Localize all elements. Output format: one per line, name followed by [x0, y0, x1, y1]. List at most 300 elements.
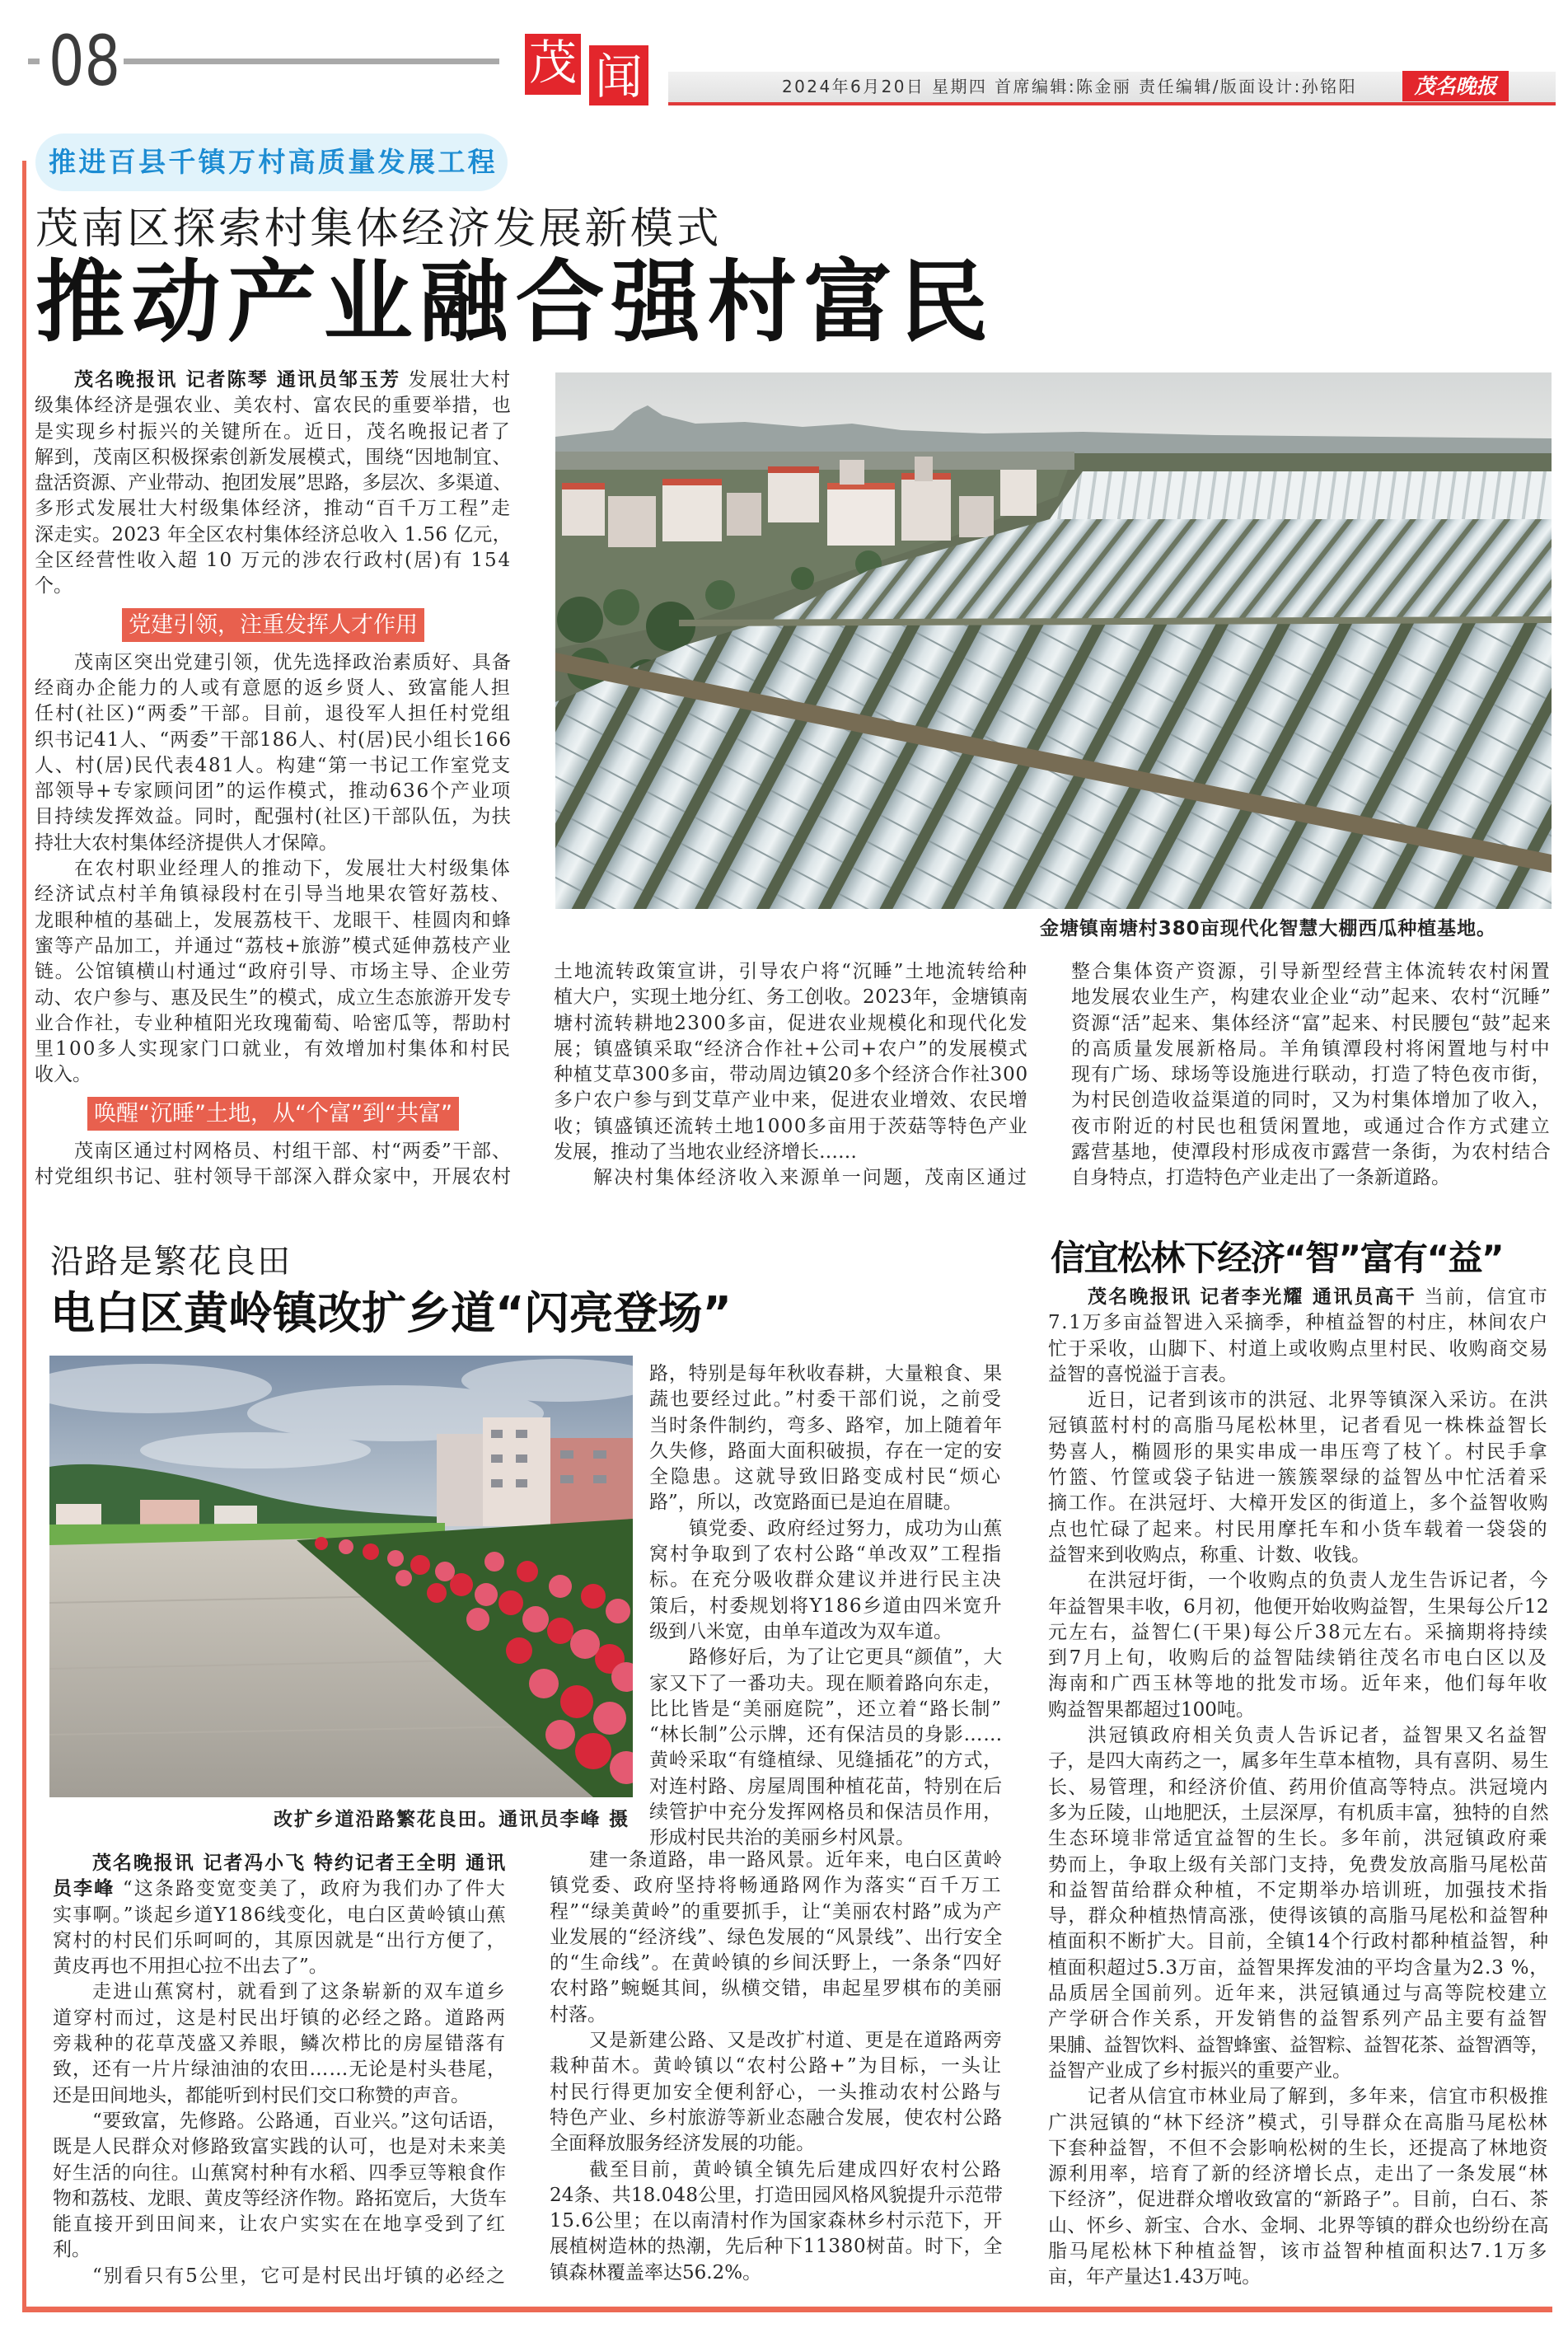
- line-text: 海南和广西玉林等地的批发市场。近年来，他们每年收: [1048, 1673, 1549, 1695]
- text-line: [1048, 1801, 1549, 1826]
- village-road-photo: [49, 1356, 633, 1797]
- article-1-headline: [35, 251, 995, 354]
- line-text: 果脯、益智饮料、益智蜂蜜、益智粽、益智花茶、益智酒等，: [1048, 2034, 1550, 2056]
- line-text: 镇党委、政府坚持将畅通路网作为落实“百千万工: [550, 1875, 1003, 1897]
- line-text: 当时条件制约，弯多、路窄，加上随着年: [649, 1414, 1003, 1436]
- text-line: [35, 650, 512, 676]
- line-text: 产学研合作关系，开发销售的益智系列产品主要有益智: [1048, 2008, 1549, 2031]
- text-line: [550, 2054, 1003, 2079]
- line-text: 收；镇盛镇还流转土地1000多亩用于茨菇等特色产业: [554, 1115, 1028, 1137]
- line-text: 土地流转政策宣讲，引导农户将“沉睡”土地流转给种: [554, 961, 1028, 982]
- text-line: [53, 2006, 507, 2031]
- text-line: [1048, 2007, 1549, 2032]
- text-line: [53, 2083, 507, 2109]
- line-text: 竹篮、竹筐或袋子钻进一簇簇翠绿的益智丛中忙活着采: [1048, 1467, 1549, 1489]
- text-line: [1048, 2136, 1549, 2162]
- line-text: 窝村的村民们乐呵呵的，其原因就是“出行方便了，: [53, 1929, 507, 1951]
- line-text: 形成村民共治的美丽乡村风景。: [649, 1827, 915, 1849]
- line-text: 整合集体资产资源，引导新型经营主体流转农村闲置: [1071, 961, 1552, 982]
- text-line: [35, 701, 512, 727]
- line-text: 个。: [35, 575, 73, 597]
- text-line: [35, 368, 512, 393]
- byline: 茂名晚报讯 记者冯小飞 特约记者王全明 通讯: [92, 1853, 507, 1874]
- line-text: 摘工作。在洪冠圩、大樟开发区的街道上，多个益智收购: [1048, 1492, 1549, 1515]
- line-text: 全区经营性收入超 10 万元的涉农行政村(居)有 154: [35, 550, 512, 572]
- page-number-text: 08: [49, 21, 120, 101]
- article-3-column: [1048, 1285, 1549, 2291]
- line-text: 目持续发挥效益。同时，配强村(社区)干部队伍，为扶: [35, 806, 512, 828]
- text-line: [35, 522, 512, 548]
- line-text: 村民行得更加安全便利舒心，一头推动农村公路与: [550, 2081, 1003, 2103]
- text-line: [1048, 1749, 1549, 1774]
- text-line: [53, 1851, 507, 1876]
- page-number-dash: [28, 59, 40, 64]
- line-text: 全面释放服务经济发展的功能。: [550, 2133, 815, 2155]
- text-line: [1048, 1956, 1549, 1981]
- text-line: [53, 2212, 507, 2237]
- line-text: 解到，茂南区积极探索创新发展模式，围绕“因地制宜、: [35, 446, 512, 468]
- line-text: 夜市附近的村民也租赁闲置地，或通过合作方式建立: [1071, 1115, 1552, 1137]
- line-text: 元左右，益智仁(干果)每公斤38元左右。采摘期将持续: [1048, 1621, 1549, 1643]
- text-line: [649, 1671, 1003, 1697]
- text-line: [550, 1976, 1003, 2002]
- line-text: 下套种益智，不但不会影响松树的生长，还提高了林地资: [1048, 2137, 1549, 2159]
- text-line: [35, 779, 512, 804]
- byline: 员李峰: [53, 1878, 115, 1900]
- text-line: [35, 934, 512, 959]
- line-text: 近日，记者到该市的洪冠、北界等镇深入采访。在洪: [1088, 1389, 1549, 1412]
- text-line: [1048, 1826, 1549, 1852]
- text-line: [550, 2209, 1003, 2234]
- line-text: 致，还有一片片绿油油的农田……无论是村头巷尾，: [53, 2059, 507, 2081]
- greenhouse-aerial-image: [555, 372, 1552, 909]
- line-text: 黄岭采取“有缝植绿、见缝插花”的方式，: [649, 1750, 1003, 1772]
- caption-text: 改扩乡道沿路繁花良田。通讯员李峰 摄: [274, 1809, 630, 1830]
- text-line: [1071, 985, 1552, 1010]
- text-line: [649, 1490, 1003, 1515]
- text-line: [1048, 1440, 1549, 1465]
- dateline-bar: [668, 72, 1556, 105]
- text-line: [53, 2031, 507, 2057]
- line-text: 势喜人，椭圆形的果实串成一串压弯了枝丫。村民手拿: [1048, 1440, 1549, 1463]
- line-text: 路修好后，为了让它更具“颜值”，大: [689, 1646, 1003, 1669]
- text-line: [1048, 1362, 1549, 1388]
- line-content: [74, 368, 512, 393]
- text-line: [649, 1567, 1003, 1593]
- text-line: [35, 1037, 512, 1062]
- line-text: 点也忙碌了起来。村民用摩托车和小货车载着一袋袋的: [1048, 1518, 1549, 1540]
- line-text: 塘村流转耕地2300多亩，促进农业规模化和现代化发: [554, 1012, 1028, 1034]
- text-line: [1048, 2239, 1549, 2265]
- page-number: [49, 21, 120, 101]
- far-greenhouses: [1050, 471, 1552, 519]
- header-rule: [124, 59, 499, 64]
- section-char: 闻: [594, 49, 643, 105]
- line-text: 截至目前，黄岭镇全镇先后建成四好农村公路: [589, 2158, 1003, 2180]
- line-text: 发展，推动了当地农业经济增长……: [554, 1141, 857, 1164]
- text-line: [1048, 1929, 1549, 1955]
- flower-lined-road-image: [49, 1356, 633, 1797]
- text-line: [1071, 1140, 1552, 1165]
- text-line: [550, 2106, 1003, 2131]
- line-text: 人、村(居)民代表481人。构建“第一书记工作室党支: [35, 754, 512, 776]
- text-line: [1048, 1491, 1549, 1516]
- subheading-row: [35, 600, 512, 650]
- line-text: 收入。: [35, 1064, 91, 1086]
- line-text: 展；镇盛镇采取“经济合作社+公司+农户”的发展模式: [554, 1038, 1028, 1060]
- line-text: 标。在充分吸收群众建议并进行民主决: [649, 1569, 1003, 1591]
- headline-text: 电白区黄岭镇改扩乡道“闪亮登场”: [50, 1287, 732, 1339]
- byline: 茂名晚报讯 记者陈琴 通讯员邹玉芳: [74, 369, 401, 391]
- subheading: 唤醒“沉睡”土地，从“个富”到“共富”: [87, 1097, 459, 1131]
- line-text: 现有广场、球场等设施进行联动，打造了特色夜市街，: [1071, 1064, 1552, 1086]
- text-line: [35, 986, 512, 1011]
- line-text: 路，特别是每年秋收春耕，大量粮食、果: [649, 1363, 1003, 1384]
- line-text: 的高质量发展新格局。羊角镇潭段村将闲置地与村中: [1071, 1038, 1552, 1060]
- headline-text: 信宜松林下经济“智”富有“益”: [1051, 1238, 1503, 1278]
- line-text: 久失修，路面大面积破损，存在一定的安: [649, 1440, 1003, 1462]
- line-text: 的“生命线”。在黄岭镇的乡间沃野上，一条条“四好: [550, 1952, 1003, 1974]
- text-line: [53, 1903, 507, 1928]
- line-text: 和益智苗给群众种植，不定期举办培训班，加强技术指: [1048, 1879, 1549, 1901]
- text-line: [550, 2028, 1003, 2054]
- article-2-subtitle: [50, 1243, 292, 1281]
- subheading: 党建引领，注重发挥人才作用: [122, 608, 424, 642]
- line-text: 当前，信宜市: [1416, 1286, 1550, 1308]
- line-text: 多形式发展壮大村级集体经济，推动“百千万工程”走: [35, 498, 512, 520]
- line-text: “要致富，先修路。公路通，百业兴。”这句话语，: [92, 2110, 507, 2132]
- line-text: 对连村路、房屋周围种植花苗，特别在后: [649, 1775, 1003, 1797]
- line-text: 7.1万多亩益智进入采摘季，种植益智的村庄，林间农户: [1048, 1312, 1549, 1334]
- text-line: [550, 2183, 1003, 2209]
- logo-lettering: 茂名晚报: [1414, 74, 1497, 98]
- text-line: [1048, 1698, 1549, 1723]
- section-name-box-1: [525, 34, 581, 95]
- line-text: 洪冠镇政府相关负责人告诉记者，益智果又名益智: [1088, 1725, 1549, 1747]
- line-text: 走进山蕉窝村，就看到了这条崭新的双车道乡: [92, 1981, 507, 2003]
- text-line: [649, 1619, 1003, 1645]
- text-line: [35, 574, 512, 599]
- line-text: 道穿村而过，这是村民出圩镇的必经之路。道路两: [53, 2007, 507, 2029]
- text-line: [35, 496, 512, 522]
- line-text: 子，是四大南药之一，属多年生草本植物，具有喜阴、易生: [1048, 1750, 1549, 1773]
- line-text: 资源“活”起来、集体经济“富”起来、村民腰包“鼓”起来: [1071, 1012, 1552, 1034]
- text-line: [1071, 959, 1552, 985]
- text-line: [1048, 1465, 1549, 1491]
- text-line: [53, 2161, 507, 2186]
- text-line: [554, 1037, 1028, 1062]
- line-text: 任村(社区)“两委”干部。目前，退役军人担任村党组: [35, 703, 512, 725]
- line-text: 源利用率，培育了新的经济增长点，走出了一条发展“林: [1048, 2163, 1549, 2185]
- line-text: 建一条道路，串一路风景。近年来，电白区黄岭: [589, 1849, 1003, 1871]
- text-line: [53, 2186, 507, 2212]
- text-line: [550, 2002, 1003, 2028]
- text-line: [1048, 1853, 1549, 1878]
- headline-text: 推动产业融合强村富民: [35, 251, 995, 354]
- article-3-headline: [1051, 1238, 1503, 1279]
- article-1-column-3: [1071, 959, 1552, 1192]
- text-line: [53, 2109, 507, 2134]
- text-line: [53, 1928, 507, 1954]
- text-line: [1048, 1981, 1549, 2007]
- text-line: [35, 1011, 512, 1037]
- line-text: 镇森林覆盖率达56.2%。: [550, 2261, 762, 2284]
- line-text: 动、农户参与、惠及民生”的模式，成立生态旅游开发专: [35, 986, 512, 1009]
- section-name-box-2: [589, 45, 648, 105]
- line-text: 种植艾草300多亩，带动周边镇20多个经济合作社300: [554, 1064, 1028, 1086]
- text-line: [1048, 2084, 1549, 2110]
- line-text: 镇党委、政府经过努力，成功为山蕉: [689, 1517, 1003, 1539]
- line-text: 年益智果丰收，6月初，他便开始收购益智，生果每公斤12: [1048, 1595, 1549, 1618]
- text-line: [550, 1951, 1003, 1976]
- bottom-frame-rule: [22, 2307, 1552, 2312]
- line-text: 级集体经济是强农业、美农村、富农民的重要举措，也: [35, 395, 512, 417]
- text-line: [649, 1774, 1003, 1800]
- text-line: [1048, 2213, 1549, 2239]
- line-text: 展植树造林的热潮，先后种下11380树苗。时下，全: [550, 2236, 1003, 2258]
- text-line: [550, 1925, 1003, 1951]
- text-line: [554, 985, 1028, 1010]
- text-line: [1048, 1620, 1549, 1646]
- caption-text: 金塘镇南塘村380亩现代化智慧大棚西瓜种植基地。: [1040, 918, 1496, 939]
- line-text: 势而上，争取上级有关部门支持，免费发放高脂马尾松苗: [1048, 1853, 1549, 1876]
- dateline-text: 2024年6月20日 星期四 首席编辑:陈金丽 责任编辑/版面设计:孙铭阳: [782, 77, 1357, 96]
- line-text: 业合作社，专业种植阳光玫瑰葡萄、哈密瓜等，帮助村: [35, 1012, 512, 1034]
- text-line: [1071, 1088, 1552, 1113]
- text-line: [1048, 1543, 1549, 1568]
- text-line: [550, 1873, 1003, 1899]
- line-text: 经济试点村羊角镇禄段村在引导当地果农管好荔枝、: [35, 883, 512, 906]
- dateline: [782, 72, 1357, 102]
- text-line: [35, 548, 512, 574]
- line-text: 业发展的“经济线”、绿色发展的“风景线”、出行安全: [550, 1926, 1003, 1948]
- line-text: 路”，所以，改宽路面已是迫在眉睫。: [649, 1492, 962, 1514]
- line-text: 经商办企能力的人或有意愿的返乡贤人、致富能人担: [35, 677, 512, 699]
- line-text: 导，群众种植热情高涨，使得该镇的高脂马尾松和益智种: [1048, 1905, 1549, 1928]
- line-text: 旁栽种的花草茂盛又养眼，鳞次栉比的房屋错落有: [53, 2033, 507, 2055]
- line-text: “这条路变宽变美了，政府为我们办了件大: [115, 1878, 508, 1900]
- text-line: [649, 1464, 1003, 1490]
- line-text: 盘活资源、产业带动、抱团发展”思路，多层次、多渠道、: [35, 472, 512, 494]
- text-line: [550, 2234, 1003, 2260]
- line-content: [92, 1851, 507, 1876]
- article-2-column-2-upper: [649, 1361, 1003, 1852]
- text-line: [35, 676, 512, 701]
- line-text: 比比皆是“美丽庭院”，还立着“路长制”: [649, 1698, 1003, 1720]
- article-2-column-1: [53, 1851, 507, 2289]
- line-content: [53, 1876, 507, 1902]
- section-banner-text: [49, 133, 498, 191]
- text-line: [35, 856, 512, 882]
- article-2-column-2-lower: [550, 1848, 1003, 2286]
- line-text: 还是田间地头，都能听到村民们交口称赞的声音。: [53, 2084, 470, 2106]
- line-text: 家又下了一番功夫。现在顺着路向东走，: [649, 1672, 1003, 1694]
- text-line: [1048, 2265, 1549, 2290]
- line-text: 长、易管理，和经济价值、药用价值高等特点。洪冠境内: [1048, 1776, 1549, 1798]
- text-line: [1048, 2162, 1549, 2187]
- line-text: 益智产业成了乡村振兴的重要产业。: [1048, 2059, 1351, 2082]
- line-text: 亩，年产量达1.43万吨。: [1048, 2266, 1261, 2288]
- text-line: [649, 1645, 1003, 1670]
- text-line: [554, 959, 1028, 985]
- greenhouse-photo: [555, 372, 1552, 909]
- article-1-subtitle: [35, 206, 722, 252]
- text-line: [35, 804, 512, 830]
- byline: 茂名晚报讯 记者李光耀 通讯员高干: [1088, 1286, 1417, 1308]
- line-text: 植大户，实现土地分红、务工创收。2023年，金塘镇南: [554, 986, 1028, 1009]
- text-line: [35, 831, 512, 856]
- line-text: 织书记41人、“两委”干部186人、村(居)民小组长166: [35, 728, 512, 751]
- line-text: 特色产业、乡村旅游等新业态融合发展，使农村公路: [550, 2106, 1003, 2129]
- text-line: [554, 1165, 1028, 1191]
- line-text: 发展壮大村: [400, 369, 513, 391]
- line-text: 益智来到收购点，称重、计数、收钱。: [1048, 1543, 1370, 1566]
- line-text: 品质居全国前列。近年来，洪冠镇通过与高等院校建立: [1048, 1983, 1549, 2005]
- text-line: [35, 1139, 512, 1164]
- text-line: [550, 1899, 1003, 1925]
- text-line: [1048, 1595, 1549, 1620]
- article-2-headline: [50, 1288, 732, 1339]
- line-text: 好生活的向往。山蕉窝村种有水稻、四季豆等粮食作: [53, 2162, 507, 2184]
- text-line: [35, 445, 512, 471]
- line-text: 解决村集体经济收入来源单一问题，茂南区通过: [593, 1167, 1028, 1189]
- line-text: 在农村职业经理人的推动下，发展壮大村级集体: [74, 858, 512, 880]
- text-line: [1048, 1337, 1549, 1362]
- text-line: [550, 2157, 1003, 2183]
- text-line: [554, 1088, 1028, 1113]
- line-text: 植面积不断扩大。目前，全镇14个行政村都种植益智，种: [1048, 1931, 1549, 1953]
- line-text: 既是人民群众对修路致富实践的认可，也是对未来美: [53, 2136, 507, 2158]
- photo-caption: [274, 1808, 630, 1831]
- text-line: [53, 2237, 507, 2263]
- line-content: [1088, 1285, 1549, 1310]
- line-text: 又是新建公路、又是改扩村道、更是在道路两旁: [589, 2030, 1003, 2052]
- text-line: [649, 1748, 1003, 1773]
- text-line: [35, 882, 512, 907]
- line-text: 物和荔枝、龙眼、黄皮等经济作物。路拓宽后，大货车: [53, 2187, 508, 2209]
- text-line: [53, 1954, 507, 1979]
- text-line: [649, 1361, 1003, 1387]
- article-1-column-1: [35, 368, 512, 1190]
- text-line: [1071, 1062, 1552, 1088]
- line-text: 链。公馆镇横山村通过“政府引导、市场主导、企业劳: [35, 961, 512, 983]
- text-line: [1071, 1165, 1552, 1191]
- line-text: 露营基地，使潭段村形成夜市露营一条街，为农村结合: [1071, 1141, 1552, 1164]
- line-text: 生态环境非常适宜益智的生长。多年前，洪冠镇政府乘: [1048, 1828, 1549, 1850]
- text-line: [35, 728, 512, 753]
- line-text: 持壮大农村集体经济提供人才保障。: [35, 831, 338, 854]
- section-banner: [35, 133, 508, 191]
- text-line: [1048, 2187, 1549, 2213]
- line-text: 为村民创造收益渠道的同时，又为村集体增加了收入，: [1071, 1089, 1552, 1112]
- line-text: 续管护中充分发挥网格员和保洁员作用，: [649, 1801, 1003, 1824]
- text-line: [1048, 1904, 1549, 1929]
- line-text: 程”“绿美黄岭”的重要抓手，让“美丽农村路”成为产: [550, 1900, 1003, 1923]
- line-text: 茂南区通过村网格员、村组干部、村“两委”干部、: [74, 1140, 512, 1162]
- text-line: [1048, 1646, 1549, 1671]
- text-line: [53, 2134, 507, 2160]
- line-text: 村落。: [550, 2003, 606, 2026]
- text-line: [649, 1387, 1003, 1412]
- section-char: 茂: [528, 35, 577, 91]
- line-text: 自身特点，打造特色产业走出了一条新道路。: [1071, 1167, 1450, 1189]
- text-line: [1048, 2033, 1549, 2059]
- left-frame-rule: [22, 161, 26, 2312]
- line-text: 黄皮再也不用担心拉不出去了”。: [53, 1956, 328, 1978]
- line-text: 15.6公里；在以南清村作为国家森林乡村示范下，开: [550, 2210, 1003, 2232]
- text-line: [554, 1062, 1028, 1088]
- text-line: [1048, 1878, 1549, 1904]
- line-text: 多户农户参与到艾草产业中来，促进农业增效、农民增: [554, 1089, 1028, 1112]
- line-text: 实事啊。”谈起乡道Y186线变化，电白区黄岭镇山蕉: [53, 1904, 507, 1926]
- text-line: [1048, 1775, 1549, 1801]
- text-line: [649, 1413, 1003, 1439]
- subheading-row: [35, 1089, 512, 1139]
- article-1-column-2: [554, 959, 1028, 1192]
- text-line: [35, 419, 512, 445]
- text-line: [1071, 1114, 1552, 1140]
- text-line: [550, 2260, 1003, 2286]
- text-line: [1048, 1671, 1549, 1697]
- line-text: 广洪冠镇的“林下经济”模式，引导群众在高脂马尾松林: [1048, 2111, 1549, 2134]
- text-line: [649, 1722, 1003, 1748]
- line-text: 记者从信宜市林业局了解到，多年来，信宜市积极推: [1088, 2086, 1549, 2108]
- line-text: 龙眼种植的基础上，发展荔枝干、龙眼干、桂圆肉和蜂: [35, 909, 512, 931]
- text-line: [554, 1140, 1028, 1165]
- line-text: 脂马尾松林下种植益智，该市益智种植面积达7.1万多: [1048, 2240, 1549, 2262]
- subtitle-text: 沿路是繁花良田: [50, 1243, 292, 1281]
- line-text: 茂南区突出党建引领，优先选择政治素质好、具备: [74, 651, 512, 673]
- text-line: [35, 471, 512, 496]
- line-text: 能直接开到田间来，让农户实实在在地享受到了红: [53, 2213, 507, 2236]
- line-text: 里100多人实现家门口就业，有效增加村集体和村民: [35, 1038, 512, 1061]
- text-line: [1048, 1388, 1549, 1413]
- line-text: 农村路”蜿蜒其间，纵横交错，串起星罗棋布的美丽: [550, 1978, 1003, 2000]
- line-text: “别看只有5公里，它可是村民出圩镇的必经之: [92, 2265, 507, 2287]
- line-text: 策后，村委规划将Y186乡道由四米宽升: [649, 1595, 1003, 1617]
- text-line: [35, 753, 512, 779]
- line-text: “林长制”公示牌，还有保洁员的身影……: [649, 1724, 1003, 1746]
- text-line: [550, 2080, 1003, 2106]
- line-text: 全隐患。这就导致旧路变成村民“烦心: [649, 1466, 1003, 1488]
- line-text: 忙于采收，山脚下、村道上或收购点里村民、收购商交易: [1048, 1337, 1549, 1360]
- text-line: [1071, 1037, 1552, 1062]
- line-text: 购益智果都超过100吨。: [1048, 1698, 1255, 1721]
- text-line: [649, 1800, 1003, 1825]
- text-line: [1048, 1413, 1549, 1439]
- text-line: [550, 2131, 1003, 2157]
- text-line: [35, 393, 512, 419]
- line-text: 级到八米宽，由单车道改为双车道。: [649, 1620, 953, 1642]
- text-line: [649, 1516, 1003, 1542]
- text-line: [35, 908, 512, 934]
- text-line: [1048, 1285, 1549, 1310]
- text-line: [649, 1542, 1003, 1567]
- text-line: [1048, 1723, 1549, 1749]
- line-text: 村党组织书记、驻村领导干部深入群众家中，开展农村: [35, 1166, 512, 1188]
- line-text: 蔬也要经过此。”村委干部们说，之前受: [649, 1389, 1003, 1411]
- section-banner-label: 推进百县千镇万村高质量发展工程: [49, 146, 498, 178]
- line-text: 在洪冠圩街，一个收购点的负责人龙生告诉记者，今: [1088, 1570, 1549, 1592]
- text-line: [1048, 1568, 1549, 1594]
- text-line: [53, 2057, 507, 2082]
- line-text: 下经济”，促进群众增收致富的“新路子”。目前，白石、茶: [1048, 2189, 1549, 2211]
- line-text: 山、怀乡、新宝、合水、金垌、北界等镇的群众也纷纷在高: [1048, 2214, 1549, 2237]
- line-text: 蜜等产品加工，并通过“荔枝+旅游”模式延伸荔枝产业: [35, 934, 512, 957]
- text-line: [649, 1594, 1003, 1619]
- text-line: [1048, 2110, 1549, 2136]
- text-line: [1048, 2059, 1549, 2084]
